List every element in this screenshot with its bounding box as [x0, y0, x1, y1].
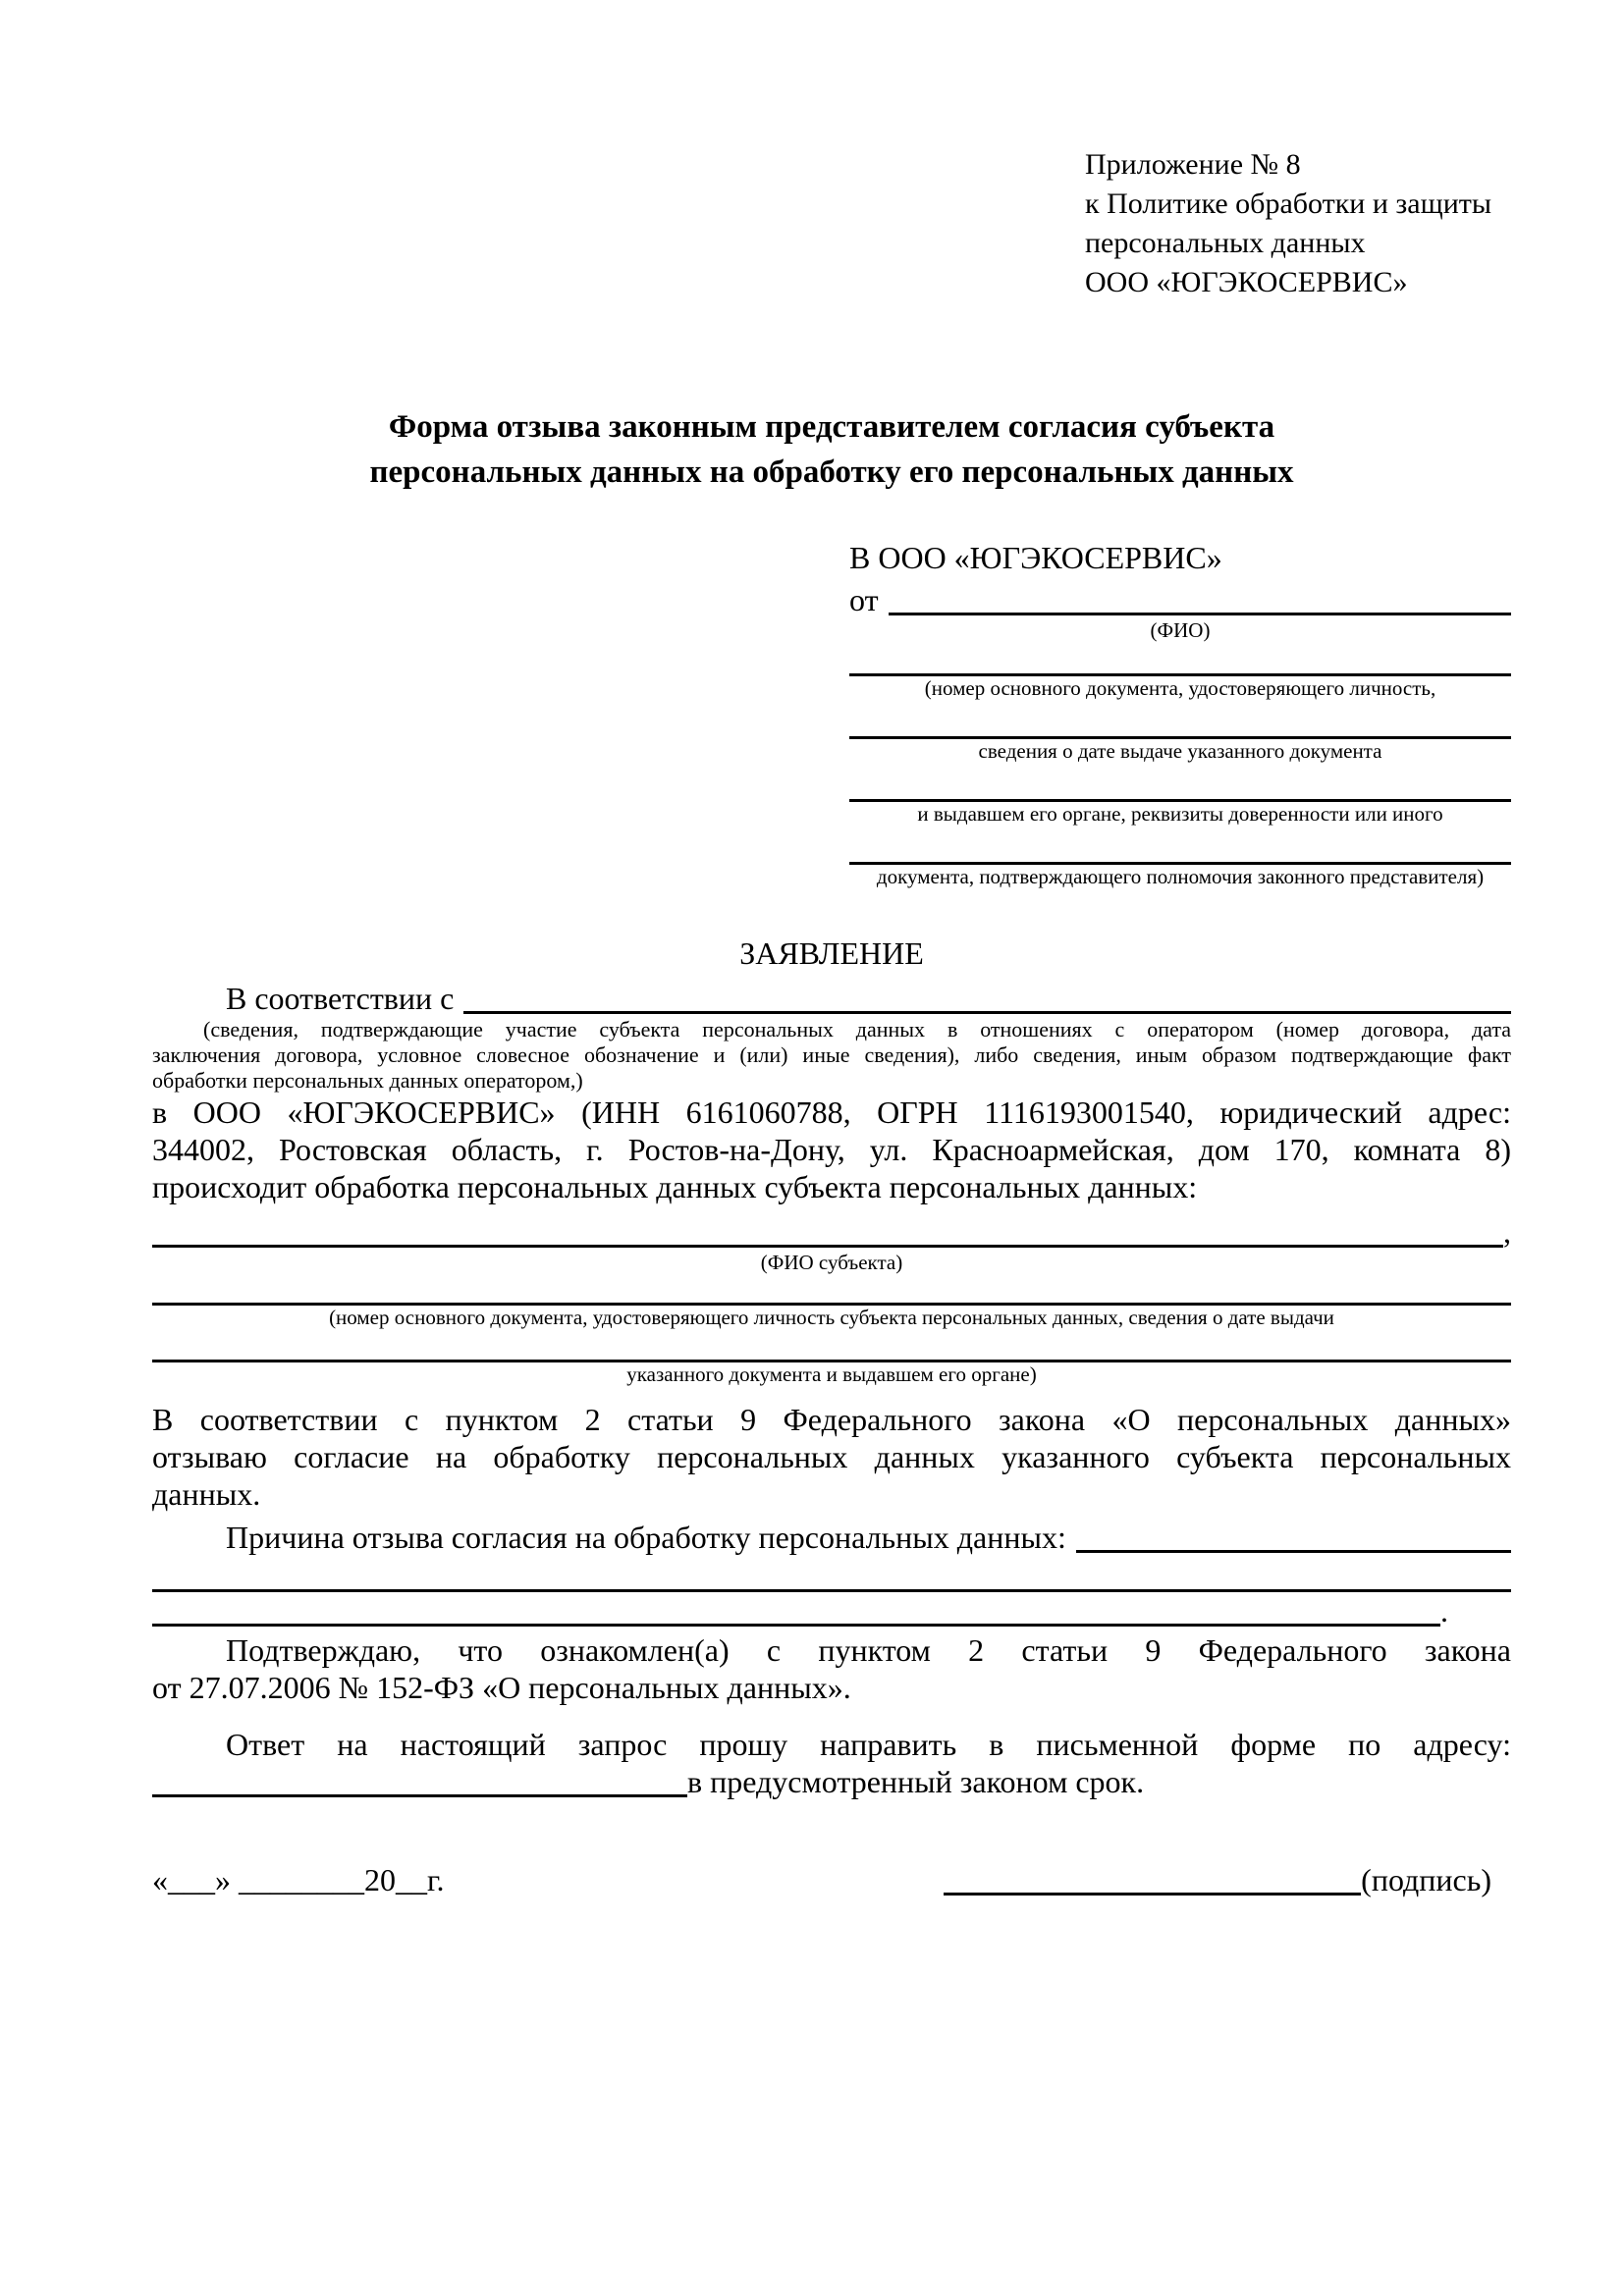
intro-note-line: заключения договора, условное словесное обозначение и (или) иные сведения), либо сведения, иным образом подтверждающие факт: [152, 1042, 1511, 1067]
addressee-from-line: [849, 581, 1511, 618]
appendix-line: Приложение № 8: [1085, 148, 1301, 181]
signature-group: [944, 1861, 1491, 1898]
reason-blank-line: [1076, 1516, 1511, 1553]
operator-paragraph-line: 344002, Ростовская область, г. Ростов-на-Дону, ул. Красноармейская, дом 170, комната 8): [152, 1132, 1511, 1167]
intro-line: [152, 980, 1511, 1017]
reply-address-blank-line: [152, 1760, 687, 1797]
subject-doc-caption-2: указанного документа и выдавшем его органе): [626, 1362, 1037, 1386]
reason-blank-line-3: [152, 1589, 1440, 1627]
from-label: от: [849, 582, 879, 617]
intro-note: [152, 1017, 1511, 1094]
doc-authority-caption: документа, подтверждающего полномочия законного представителя): [876, 865, 1485, 888]
confirm-paragraph-line: Подтверждаю, что ознакомлен(а) с пунктом 2 статьи 9 Федерального закона: [226, 1632, 1511, 1668]
doc-issuer-caption: и выдавшем его органе, реквизиты доверенности или иного: [917, 802, 1443, 826]
withdrawal-paragraph-line: В соответствии с пунктом 2 статьи 9 Федерального закона «О персональных данных»: [152, 1402, 1511, 1437]
subject-fio-comma: ,: [1503, 1214, 1511, 1250]
appendix-line: ООО «ЮГЭКОСЕРВИС»: [1085, 266, 1408, 298]
reply-line: Ответ на настоящий запрос прошу направить в письменной форме по адресу:: [226, 1727, 1511, 1762]
intro-label: В соответствии с: [226, 981, 455, 1016]
reply-address-line: [152, 1763, 1511, 1800]
signature-blank-line: [944, 1858, 1361, 1896]
withdrawal-paragraph-line: отзываю согласие на обработку персональных данных указанного субъекта персональных: [152, 1439, 1511, 1474]
doc-date-caption: сведения о дате выдаче указанного документа: [978, 739, 1382, 763]
withdrawal-paragraph-line: данных.: [152, 1476, 261, 1512]
intro-note-line: (сведения, подтверждающие участие субъекта персональных данных в отношениях с оператором (номер договора, дата: [203, 1017, 1511, 1041]
date-blank: «___» ________20__г.: [152, 1862, 445, 1897]
fio-caption: (ФИО): [1150, 618, 1211, 642]
intro-blank-line: [463, 977, 1511, 1014]
appendix-line: персональных данных: [1085, 227, 1366, 259]
reason-period: .: [1440, 1593, 1448, 1629]
reason-label: Причина отзыва согласия на обработку персональных данных:: [226, 1520, 1066, 1555]
signature-caption: (подпись): [1361, 1862, 1491, 1897]
intro-note-line: обработки персональных данных оператором,): [152, 1068, 583, 1093]
doc-number-caption: (номер основного документа, удостоверяющего личность,: [924, 676, 1436, 700]
addressee-block: [849, 538, 1511, 889]
footer-row: [152, 1861, 1511, 1898]
subject-doc-caption: (номер основного документа, удостоверяющего личность субъекта персональных данных, сведения о дате выдачи: [329, 1306, 1334, 1329]
appendix-block: [1085, 145, 1511, 302]
withdrawal-paragraph: [152, 1401, 1511, 1513]
confirm-paragraph: [152, 1631, 1511, 1706]
statement-heading: ЗАЯВЛЕНИЕ: [739, 935, 924, 971]
addressee-to-line: В ООО «ЮГЭКОСЕРВИС»: [849, 540, 1222, 575]
operator-paragraph: [152, 1094, 1511, 1205]
reason-line: [152, 1519, 1511, 1556]
document-title-line: персональных данных на обработку его персональных данных: [369, 454, 1294, 490]
reason-end-line: [152, 1592, 1511, 1629]
subject-fio-line: [152, 1213, 1511, 1251]
subject-fio-caption: (ФИО субъекта): [760, 1251, 903, 1274]
confirm-paragraph-line: от 27.07.2006 № 152-ФЗ «О персональных данных».: [152, 1670, 851, 1705]
reply-tail-text: в предусмотренный законом срок.: [687, 1764, 1145, 1799]
subject-fio-blank-line: [152, 1210, 1503, 1248]
fio-blank-line: [889, 578, 1511, 615]
operator-paragraph-line: в ООО «ЮГЭКОСЕРВИС» (ИНН 6161060788, ОГРН 1116193001540, юридический адрес:: [152, 1095, 1511, 1130]
operator-paragraph-line: происходит обработка персональных данных субъекта персональных данных:: [152, 1169, 1198, 1204]
appendix-line: к Политике обработки и защиты: [1085, 187, 1492, 220]
document-title-line: Форма отзыва законным представителем согласия субъекта: [388, 409, 1275, 445]
document-title: [152, 404, 1511, 495]
